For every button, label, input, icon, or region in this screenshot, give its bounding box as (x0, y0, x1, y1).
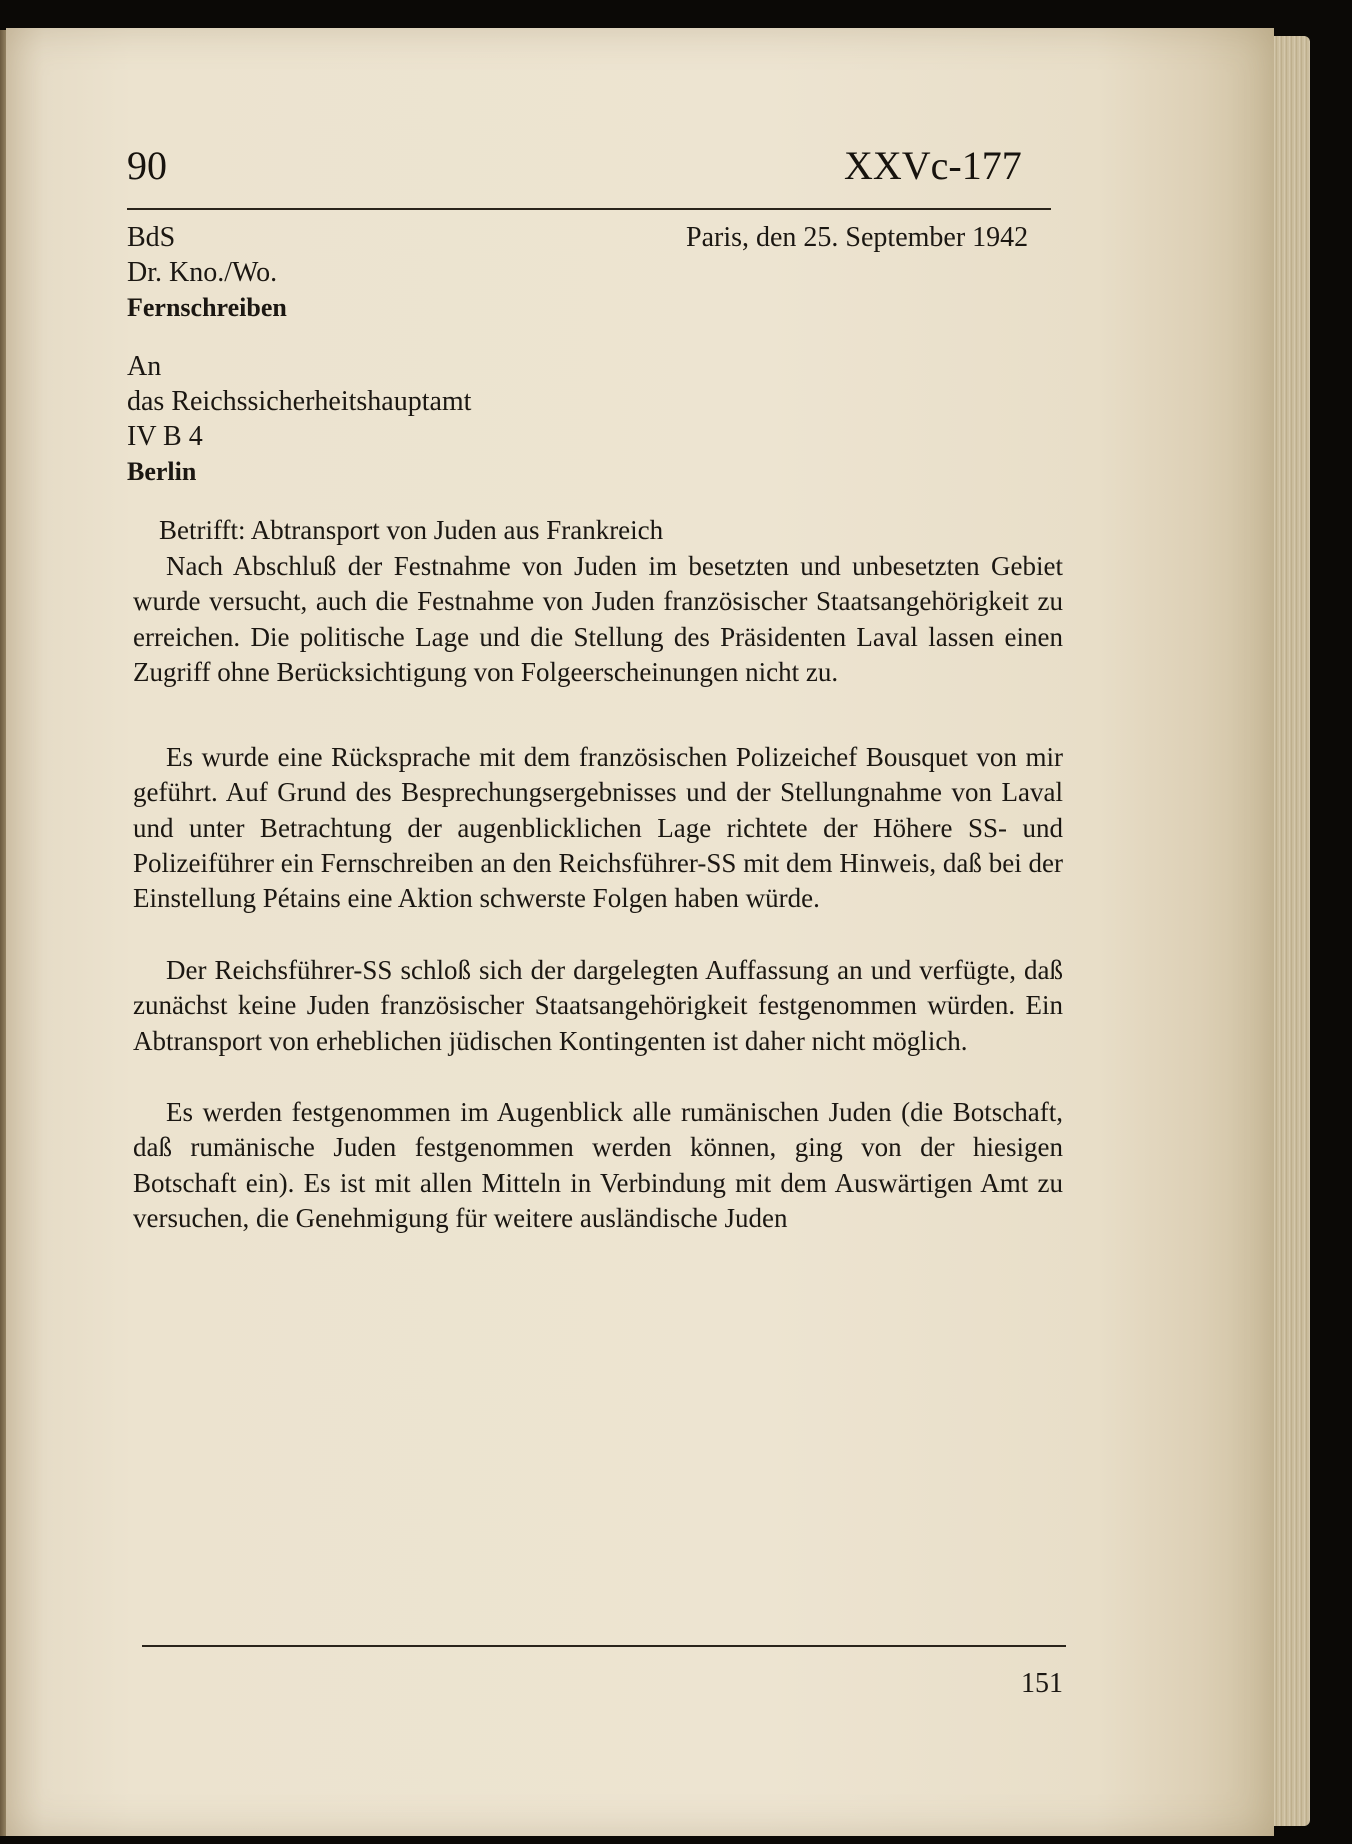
reference: Dr. Kno./Wo. (127, 257, 278, 288)
paragraph-2: Es wurde eine Rücksprache mit dem französischen Polizeichef Bousquet von mir geführt. Auf Grund des Besprechungsergebnisses und der Stellungnahme von Laval und unter Betrachtung der augenblicklichen Lage richtete der Höhere SS- und Polizeiführer ein Fernschreiben an den Reichsführer-SS mit dem Hinweis, daß bei der Einstellung Pétains eine Aktion schwerste Folgen haben würde. (133, 742, 1063, 914)
recipient-line-3: IV B 4 (127, 421, 203, 452)
document-type: Fernschreiben (127, 293, 287, 322)
recipient-line-4: Berlin (127, 457, 197, 486)
paragraph-3: Der Reichsführer-SS schloß sich der dargelegten Auffassung an und verfügte, daß zunächst keine Juden französischer Staatsangehörigkeit festgenommen würden. Ein Abtransport von erheblichen jüdischen Kontingenten ist daher nicht möglich. (133, 955, 1063, 1056)
paragraph-1: Nach Abschluß der Festnahme von Juden im besetzten und unbesetzten Gebiet wurde versucht, auch die Festnahme von Juden französischer Staatsangehörigkeit zu erreichen. Die politische Lage und die Stellung des Präsidenten Laval lassen einen Zugriff ohne Berücksichtigung von Folgeerscheinungen nicht zu. (133, 551, 1063, 687)
paragraph-4: Es werden festgenommen im Augenblick alle rumänischen Juden (die Botschaft, daß rumänische Juden festgenommen werden können, ging von der hiesigen Botschaft ein). Es ist mit allen Mitteln in Verbindung mit dem Auswärtigen Amt zu versuchen, die Genehmigung für weitere ausländische Juden (133, 1097, 1063, 1233)
header-rule (127, 208, 1051, 210)
sender: BdS (127, 222, 176, 253)
show-through-artifact (666, 1288, 1066, 1346)
page-number-bottom: 151 (1021, 1668, 1063, 1699)
recipient-line-1: An (127, 351, 162, 382)
place-date: Paris, den 25. September 1942 (686, 222, 1029, 253)
book-page (6, 28, 1274, 1836)
document-code: XXVc-177 (844, 143, 1022, 188)
subject-line: Betrifft: Abtransport von Juden aus Frankreich (159, 515, 664, 545)
recipient-line-2: das Reichssicherheitshauptamt (127, 386, 472, 417)
page-number-left: 90 (127, 143, 167, 188)
footer-rule (142, 1645, 1066, 1647)
